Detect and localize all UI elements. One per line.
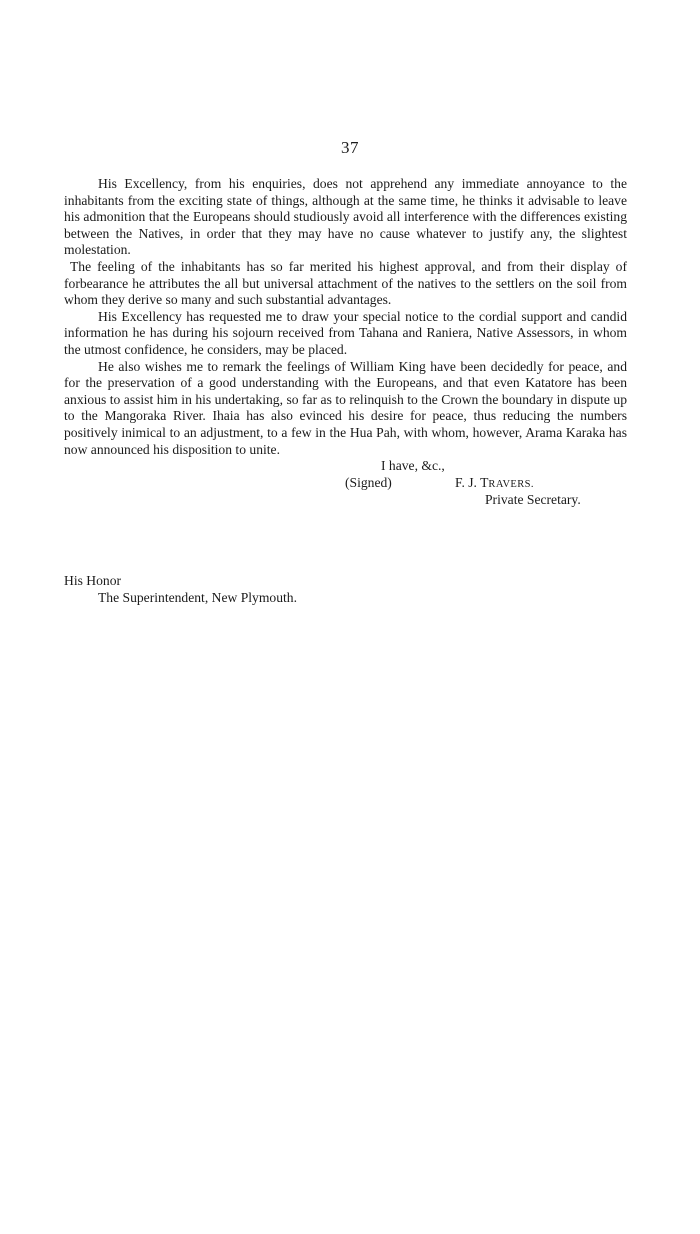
letter-body [64, 176, 627, 510]
addressee-honorific: His Honor [64, 573, 122, 588]
letter-closing [64, 458, 627, 510]
signatory-title: Private Secretary. [485, 492, 581, 508]
signatory-initials: F. J. T [455, 475, 489, 491]
paragraph-william-king: He also wishes me to remark the feelings of William King have been decidedly for peace, and for the preservation of a good understanding with the Europeans, and that even Katatore has been anxious to assist him in his undertaking, so far as to relinquish to the Crown the boundary in dispute up to the Mangoraka River. Ihaia has also evinced his desire for peace, thus reducing the numbers positively inimical to an adjustment, to a few in the Hua Pah, with whom, however, Arama Karaka has now announced his disposition to unite. [64, 358, 627, 457]
addressee-office: The Superintendent, New Plymouth. [98, 590, 297, 605]
signatory-surname: RAVERS. [488, 479, 534, 491]
addressee-block [64, 572, 297, 606]
paragraph-apprehension: His Excellency, from his enquiries, does not apprehend any immediate annoyance to the inhabitants from the exciting state of things, although at the same time, he thinks it advisable to leave his admonition that the Europeans should studiously avoid all interference with the differences existing between the Natives, in order that they may have no cause whatever to justify any, the slightest molestation. [64, 176, 627, 258]
signed-label: (Signed) [345, 475, 392, 491]
signatory-name [455, 475, 534, 494]
paragraph-feeling-of-inhabitants: The feeling of the inhabitants has so far merited his highest approval, and from their display of forbearance he attributes the all but universal attachment of the natives to the settlers on the soil from whom they derive so many and such substantial advantages. [64, 258, 627, 308]
page-number: 37 [341, 138, 359, 157]
salutation: I have, &c., [381, 458, 445, 474]
paragraph-assessors: His Excellency has requested me to draw your special notice to the cordial support and candid information he has during his sojourn received from Tahana and Raniera, Native Assessors, in whom the utmost confidence, he considers, may be placed. [64, 308, 627, 357]
